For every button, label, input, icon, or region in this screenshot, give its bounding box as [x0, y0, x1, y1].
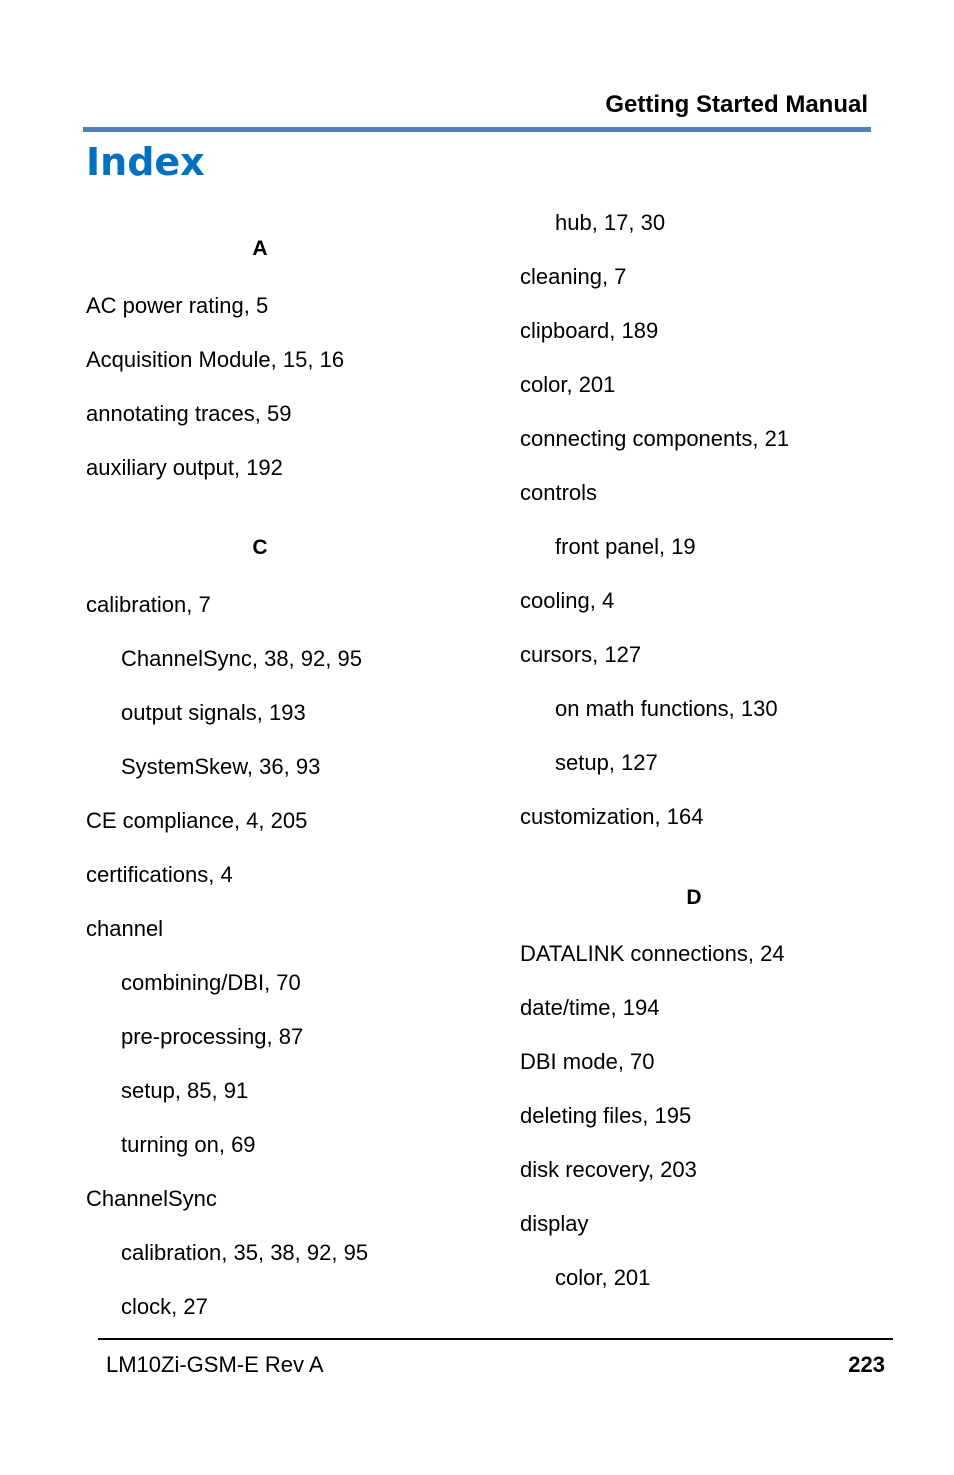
- index-subentry: setup, 85, 91: [121, 1078, 249, 1103]
- index-entry: color, 201: [520, 372, 616, 397]
- index-entry: ChannelSync: [86, 1186, 217, 1211]
- index-subentry: hub, 17, 30: [555, 210, 666, 235]
- footer-doc-id: LM10Zi-GSM-E Rev A: [106, 1352, 324, 1377]
- header-rule: [83, 127, 871, 132]
- index-entry: cursors, 127: [520, 642, 642, 667]
- index-entry: calibration, 7: [86, 592, 211, 617]
- index-entry: Acquisition Module, 15, 16: [86, 347, 345, 372]
- index-entry: certifications, 4: [86, 862, 233, 887]
- index-subentry: SystemSkew, 36, 93: [121, 754, 321, 779]
- index-subentry: calibration, 35, 38, 92, 95: [121, 1240, 369, 1265]
- index-entry: cooling, 4: [520, 588, 615, 613]
- index-entry: clipboard, 189: [520, 318, 659, 343]
- index-subentry: front panel, 19: [555, 534, 696, 559]
- section-letter-a: A: [252, 237, 268, 260]
- index-subentry: clock, 27: [121, 1294, 208, 1319]
- index-entry: customization, 164: [520, 804, 704, 829]
- index-entry: auxiliary output, 192: [86, 455, 283, 480]
- index-subentry: color, 201: [555, 1265, 651, 1290]
- index-entry: channel: [86, 916, 164, 941]
- index-entry: date/time, 194: [520, 995, 660, 1020]
- index-entry: display: [520, 1211, 589, 1236]
- running-header-title: Getting Started Manual: [605, 91, 868, 118]
- section-letter-c: C: [252, 536, 268, 559]
- index-subentry: combining/DBI, 70: [121, 970, 301, 995]
- footer-page-number: 223: [848, 1352, 885, 1377]
- index-entry: DATALINK connections, 24: [520, 941, 785, 966]
- index-entry: controls: [520, 480, 598, 505]
- index-entry: CE compliance, 4, 205: [86, 808, 308, 833]
- section-letter-d: D: [686, 886, 702, 909]
- footer-rule: [98, 1338, 893, 1340]
- page-heading: Index: [86, 140, 205, 184]
- index-entry: DBI mode, 70: [520, 1049, 655, 1074]
- index-subentry: ChannelSync, 38, 92, 95: [121, 646, 362, 671]
- index-entry: AC power rating, 5: [86, 293, 269, 318]
- index-subentry: setup, 127: [555, 750, 658, 775]
- index-subentry: output signals, 193: [121, 700, 306, 725]
- index-entry: disk recovery, 203: [520, 1157, 697, 1182]
- index-subentry: on math functions, 130: [555, 696, 778, 721]
- index-entry: annotating traces, 59: [86, 401, 292, 426]
- index-entry: connecting components, 21: [520, 426, 790, 451]
- index-subentry: pre-processing, 87: [121, 1024, 304, 1049]
- index-entry: cleaning, 7: [520, 264, 627, 289]
- index-subentry: turning on, 69: [121, 1132, 256, 1157]
- index-entry: deleting files, 195: [520, 1103, 692, 1128]
